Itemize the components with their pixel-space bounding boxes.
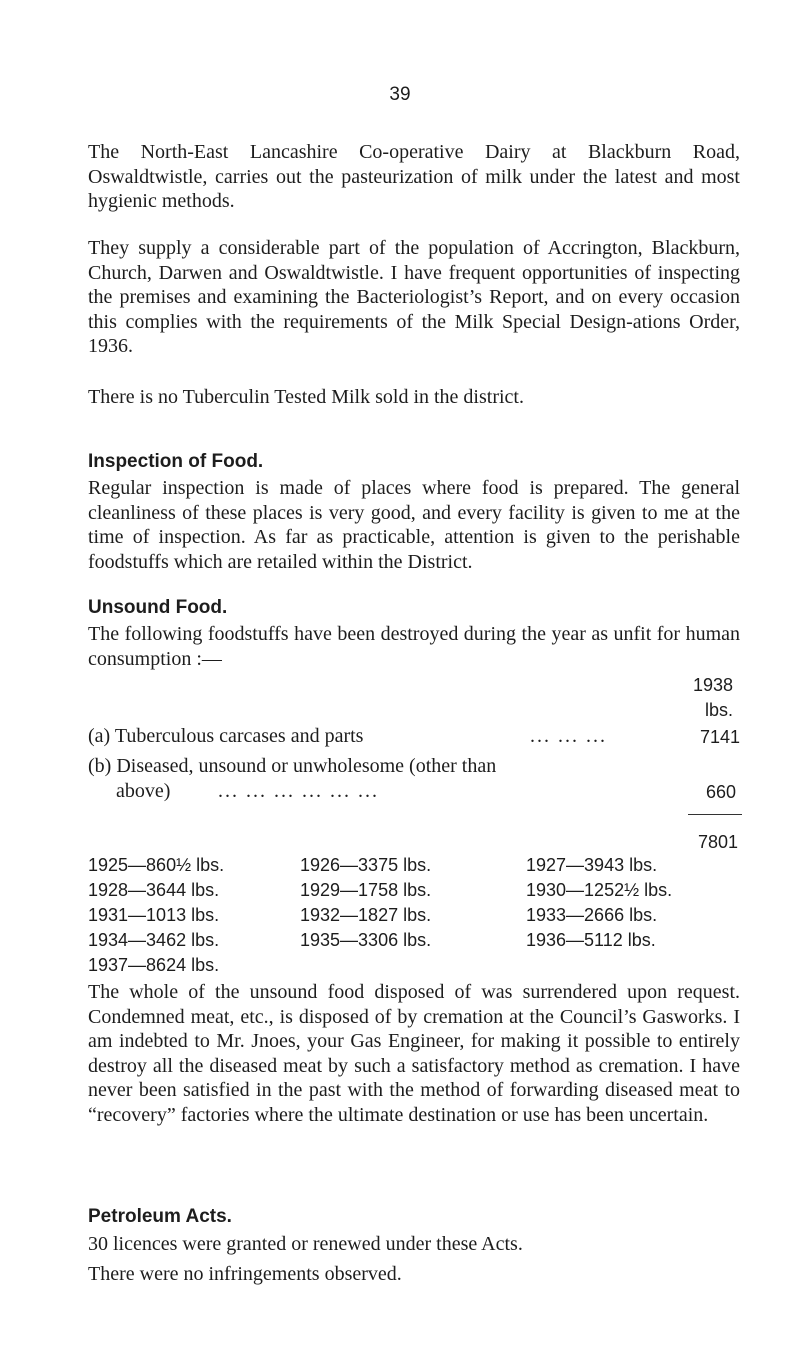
page-number: 39: [389, 84, 411, 105]
row-b-dots: ... ... ... ... ... ...: [218, 780, 379, 802]
row-b-label-line-2: above): [116, 780, 171, 802]
year-total-1935: 1935—3306 lbs.: [300, 930, 432, 950]
year-total-1930: 1930—1252½ lbs.: [526, 880, 673, 900]
row-b-label-line-1: (b) Diseased, unsound or unwholesome (other than: [88, 755, 497, 777]
supply-paragraph: They supply a considerable part of the population of Accrington, Blackburn, Church, Darwen and Oswaldtwistle. I have frequent opportunities of inspecting the premises and examining the Bacteriologist’s Report, and on every occasion this complies with the requirements of the Milk Special Design-ations Order, 1936.: [88, 237, 740, 357]
row-b-value: 660: [706, 782, 737, 802]
inspection-paragraph: Regular inspection is made of places where food is prepared. The general cleanliness of these places is very good, and every facility is given to me at the time of inspection. As far as practicable, attention is given to the perishable foodstuffs which are retailed within the District.: [88, 477, 740, 573]
disposal-paragraph: The whole of the unsound food disposed of was surrendered upon request. Condemned meat, etc., is disposed of by cremation at the Council’s Gasworks. I am indebted to Mr. Jnoes, your Gas Engineer, for making it possible to entirely destroy all the diseased meat by such a satisfactory method as cremation. I have never been satisfied in the past with the method of forwarding diseased meat to “recovery” factories where the ultimate destination or use has been uncertain.: [88, 981, 740, 1126]
year-total-1937: 1937—8624 lbs.: [88, 955, 220, 975]
year-total-1929: 1929—1758 lbs.: [300, 880, 432, 900]
row-a-label: (a) Tuberculous carcases and parts: [88, 725, 364, 747]
year-total-1934: 1934—3462 lbs.: [88, 930, 220, 950]
petroleum-heading: Petroleum Acts.: [88, 1206, 232, 1227]
licences-text: 30 licences were granted or renewed under these Acts.: [88, 1233, 523, 1255]
inspection-heading: Inspection of Food.: [88, 451, 264, 472]
year-total-1926: 1926—3375 lbs.: [300, 855, 432, 875]
column-year: 1938: [693, 675, 734, 695]
row-a-value: 7141: [700, 727, 741, 747]
tuberculin-paragraph: There is no Tuberculin Tested Milk sold in the district.: [88, 386, 524, 408]
infringements-text: There were no infringements observed.: [88, 1263, 402, 1285]
dairy-paragraph: The North-East Lancashire Co-operative Dairy at Blackburn Road, Oswaldtwistle, carries out the pasteurization of milk under the latest and most hygienic methods.: [88, 141, 740, 212]
year-total-1928: 1928—3644 lbs.: [88, 880, 220, 900]
unsound-heading: Unsound Food.: [88, 597, 228, 618]
unsound-intro: The following foodstuffs have been destroyed during the year as unfit for human consumption :—: [88, 623, 740, 670]
total-rule: [688, 814, 742, 815]
year-total-1927: 1927—3943 lbs.: [526, 855, 658, 875]
year-total-1933: 1933—2666 lbs.: [526, 905, 658, 925]
year-total-1936: 1936—5112 lbs.: [526, 930, 656, 950]
row-a-dots: ... ... ...: [530, 725, 607, 747]
column-unit: lbs.: [705, 700, 734, 720]
year-total-1931: 1931—1013 lbs.: [88, 905, 220, 925]
year-total-1932: 1932—1827 lbs.: [300, 905, 432, 925]
year-total-1925: 1925—860½ lbs.: [88, 855, 225, 875]
total-value: 7801: [698, 832, 739, 852]
